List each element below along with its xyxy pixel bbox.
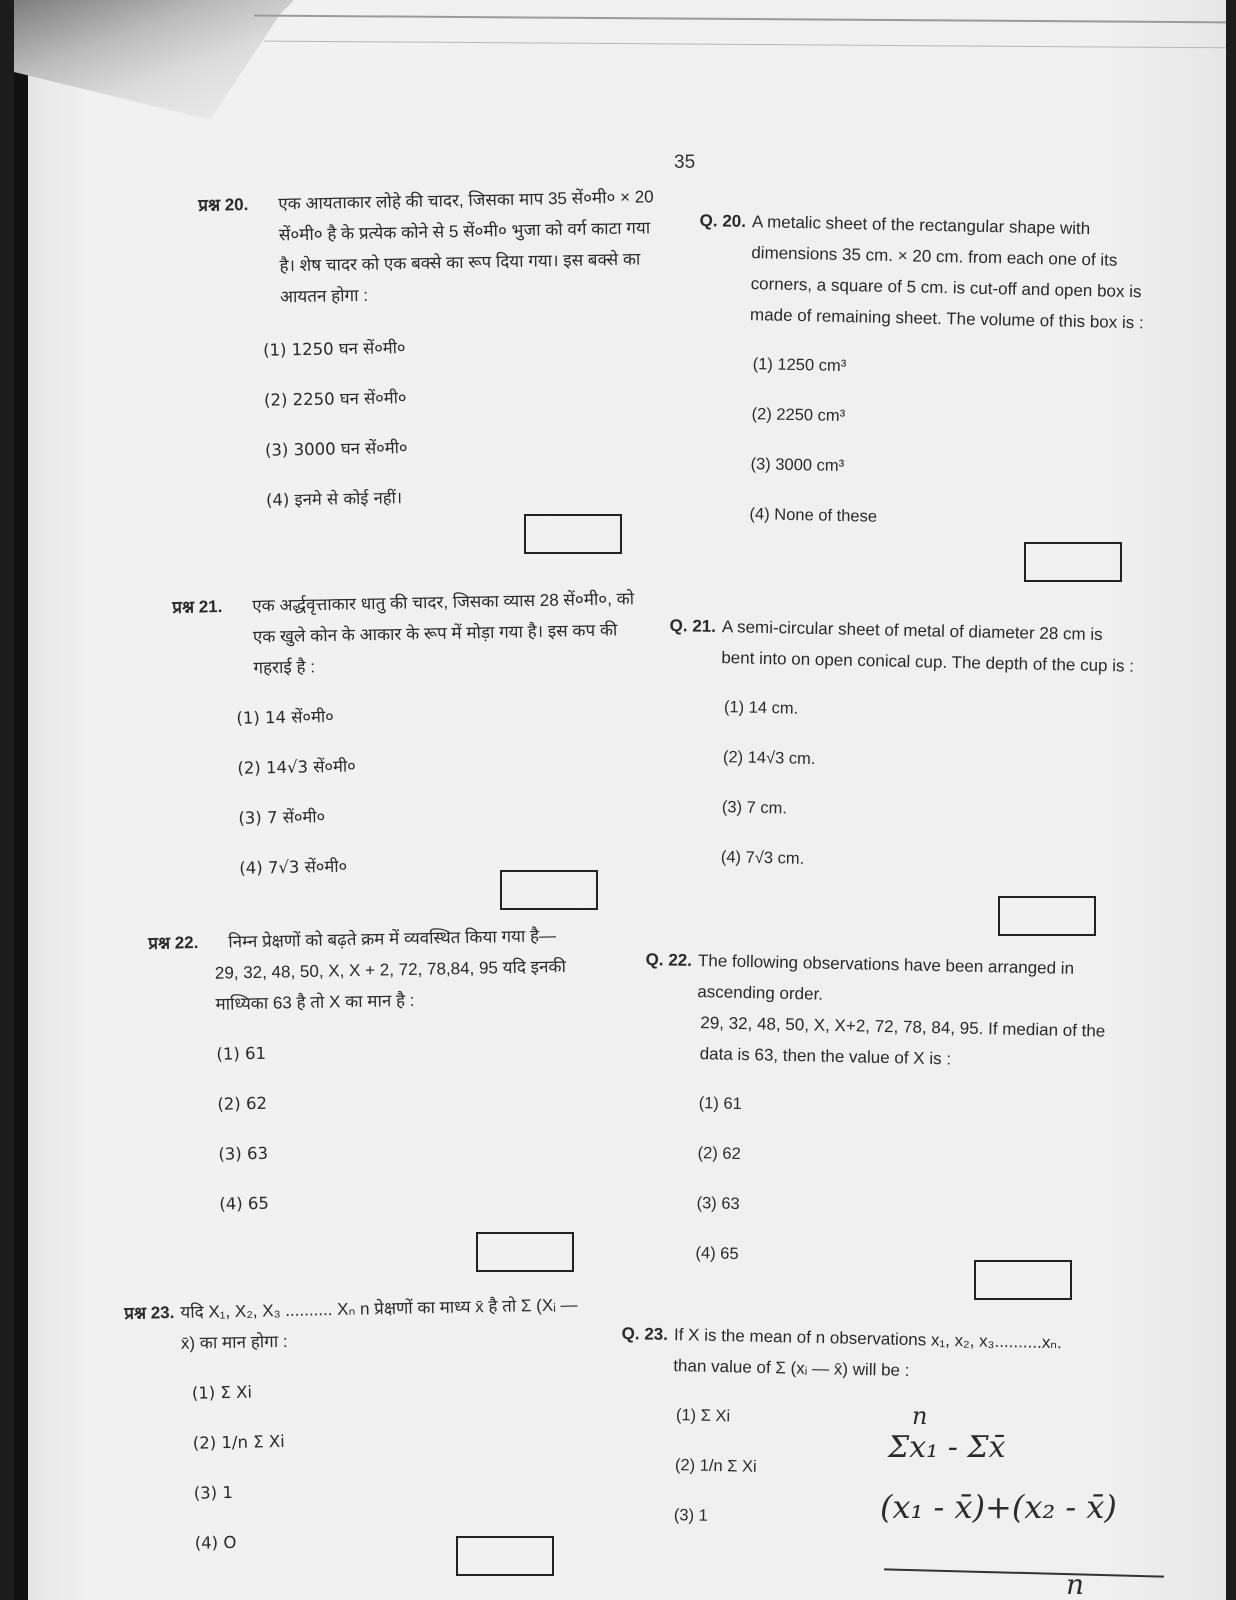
option-3[interactable]: (3) 63 xyxy=(218,1143,269,1164)
option-1[interactable]: (1) 14 cm. xyxy=(723,698,799,718)
option-3[interactable]: (3) 3000 cm³ xyxy=(750,455,845,476)
option-3[interactable]: (3) 7 सें०मी० xyxy=(238,807,326,828)
option-2[interactable]: (2) 62 xyxy=(697,1144,741,1164)
answer-box-q20-english[interactable] xyxy=(1024,542,1122,582)
question-data: 29, 32, 48, 50, X, X+2, 72, 78, 84, 95. If median of the data is 63, then the value of X is : xyxy=(699,1013,1106,1069)
question-number: प्रश्न 20. xyxy=(198,195,249,215)
option-3[interactable]: (3) 1 xyxy=(193,1482,234,1503)
handwritten-n: n xyxy=(912,1402,928,1430)
question-text: A semi-circular sheet of metal of diameter 28 cm is bent into on open conical cup. The depth of the cup is : xyxy=(721,617,1135,676)
question-text: यदि X₁, X₂, X₃ .......... Xₙ n प्रेक्षणों का माध्य x̄ है तो Σ (Xᵢ — x̄) का मान होगा : xyxy=(180,1295,578,1353)
option-1[interactable]: (1) 61 xyxy=(698,1094,742,1114)
option-1[interactable]: (1) 14 सें०मी० xyxy=(236,706,334,728)
question-number: Q. 20. xyxy=(699,210,747,231)
question-22-hindi xyxy=(148,919,624,1221)
option-3[interactable]: (3) 63 xyxy=(696,1194,740,1214)
question-number: Q. 23. xyxy=(621,1323,669,1344)
handwritten-denominator: n xyxy=(1066,1568,1085,1600)
option-4[interactable]: (4) O xyxy=(194,1532,237,1553)
question-20-english xyxy=(693,205,1160,539)
option-4[interactable]: (4) 65 xyxy=(695,1244,739,1264)
option-3[interactable]: (3) 3000 घन सें०मी० xyxy=(264,438,408,460)
answer-box-q23-hindi[interactable] xyxy=(456,1536,554,1576)
question-number: प्रश्न 21. xyxy=(172,597,223,617)
handwritten-expansion: (x₁ - x̄)+(x₂ - x̄) xyxy=(880,1488,1117,1526)
question-text: निम्न प्रेक्षणों को बढ़ते क्रम में व्यवस्थित किया गया है— xyxy=(228,926,557,952)
answer-box-q21-english[interactable] xyxy=(998,896,1096,936)
option-2[interactable]: (2) 1/n Σ Xi xyxy=(192,1431,285,1453)
option-1[interactable]: (1) 1250 cm³ xyxy=(752,355,847,376)
question-21-hindi xyxy=(172,583,648,885)
handwritten-fraction-bar xyxy=(884,1568,1164,1577)
option-3[interactable]: (3) 1 xyxy=(673,1506,709,1525)
option-2[interactable]: (2) 14√3 cm. xyxy=(722,748,816,769)
option-4[interactable]: (4) None of these xyxy=(749,505,878,526)
option-2[interactable]: (2) 2250 घन सें०मी० xyxy=(263,388,407,410)
question-number: प्रश्न 23. xyxy=(124,1303,175,1323)
question-data: 29, 32, 48, 50, X, X + 2, 72, 78,84, 95 यदि इनकी माध्यिका 63 है तो X का मान है : xyxy=(214,956,567,1014)
option-4[interactable]: (4) इनमे से कोई नहीं। xyxy=(265,488,403,510)
question-text: एक अर्द्धवृत्ताकार धातु की चादर, जिसका व्यास 28 सें०मी०, को एक खुले कोन के आकार के रूप में मोड़ा गया है। इस कप की गहराई है : xyxy=(252,589,635,678)
question-21-english xyxy=(665,610,1140,882)
option-1[interactable]: (1) 61 xyxy=(216,1043,267,1064)
option-4[interactable]: (4) 65 xyxy=(219,1193,270,1214)
option-2[interactable]: (2) 62 xyxy=(217,1093,268,1114)
option-1[interactable]: (1) Σ Xi xyxy=(191,1382,253,1403)
question-text: एक आयताकार लोहे की चादर, जिसका माप 35 सें०मी० × 20 सें०मी० है के प्रत्येक कोने से 5 सें०मी० भुजा को वर्ग काटा गया है। शेष चादर को एक बक्से का रूप दिया गया। इस बक्से का आयतन होगा : xyxy=(278,187,654,307)
top-rule xyxy=(254,15,1226,24)
question-number: Q. 22. xyxy=(645,949,693,970)
question-text: If X is the mean of n observations x₁, x₂, x₃..........xₙ. than value of Σ (xᵢ — x̄) will be : xyxy=(673,1325,1062,1381)
top-rule-2 xyxy=(264,41,1226,49)
question-text: A metalic sheet of the rectangular shape with dimensions 35 cm. × 20 cm. from each one of its corners, a square of 5 cm. is cut-off and open box is made of remaining sheet. The volume of this box is : xyxy=(749,212,1144,333)
page-number: 35 xyxy=(674,152,696,173)
option-3[interactable]: (3) 7 cm. xyxy=(721,798,788,818)
exam-page xyxy=(14,0,1226,1600)
option-2[interactable]: (2) 1/n Σ Xi xyxy=(674,1456,757,1476)
option-1[interactable]: (1) 1250 घन सें०मी० xyxy=(262,338,406,360)
answer-box-q22-hindi[interactable] xyxy=(476,1232,574,1272)
question-22-english xyxy=(639,944,1116,1278)
answer-box-q20-hindi[interactable] xyxy=(524,514,622,554)
question-number: Q. 21. xyxy=(669,615,717,636)
answer-box-q22-english[interactable] xyxy=(974,1260,1072,1300)
option-1[interactable]: (1) Σ Xi xyxy=(675,1406,731,1426)
question-text: The following observations have been arranged in ascending order. xyxy=(697,951,1075,1004)
question-20-hindi xyxy=(198,181,674,517)
option-4[interactable]: (4) 7√3 सें०मी० xyxy=(239,856,348,878)
handwritten-sum: Σx₁ - Σx̄ xyxy=(888,1430,1006,1465)
question-number: प्रश्न 22. xyxy=(148,933,199,953)
answer-box-q21-hindi[interactable] xyxy=(500,870,598,910)
option-2[interactable]: (2) 2250 cm³ xyxy=(751,405,846,426)
folded-corner xyxy=(14,0,294,120)
page-shadow-edge xyxy=(14,0,28,1600)
option-2[interactable]: (2) 14√3 सें०मी० xyxy=(237,756,356,778)
option-4[interactable]: (4) 7√3 cm. xyxy=(720,848,805,868)
question-23-hindi xyxy=(124,1289,599,1560)
